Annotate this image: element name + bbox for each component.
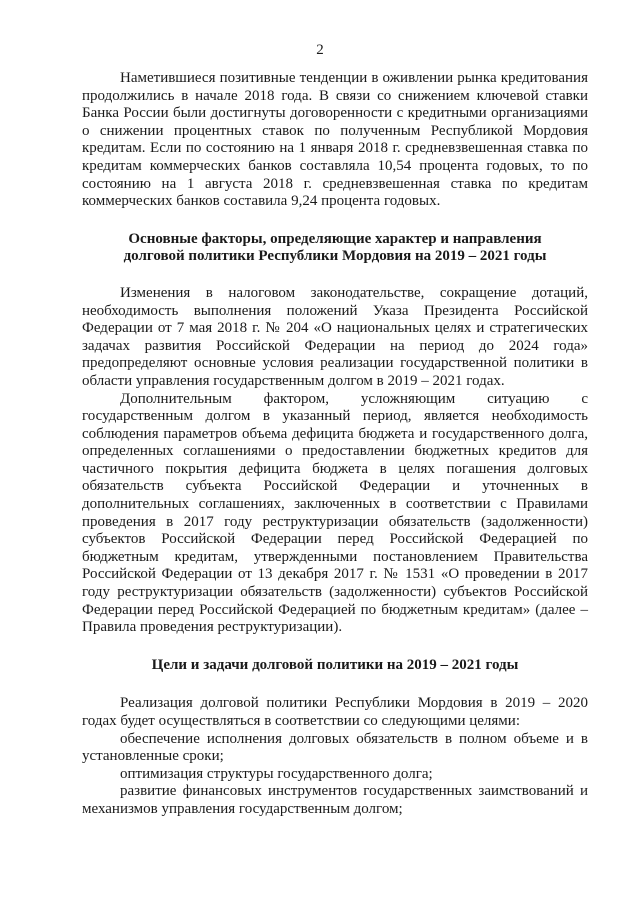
document-body — [82, 70, 588, 819]
section-heading-line-2: долговой политики Республики Мордовия на 2019 – 2021 годы — [123, 248, 547, 265]
paragraph-lending-trends: Наметившиеся позитивные тенденции в оживлении рынка кредитования продолжились в начале 2018 года. В связи со снижением ключевой ставки Банка России были достигнуты договоренности с кредитными организациями о снижении процентных ставок по полученным Республикой Мордовия кредитам. Если по состоянию на 1 января 2018 г. средневзвешенная ставка по кредитам коммерческих банков составляла 10,54 процента годовых, то по состоянию на 1 августа 2018 г. средневзвешенная ставка по кредитам коммерческих банков составила 9,24 процента годовых. — [82, 70, 588, 210]
paragraph-legislation-changes: Изменения в налоговом законодательстве, сокращение дотаций, необходимость выполнения положений Указа Президента Российской Федерации от 7 мая 2018 г. № 204 «О национальных целях и стратегических задачах развития Российской Федерации на период до 2024 года» предопределяют основные условия реализации государственной политики в области управления государственным долгом в 2019 – 2021 годах. — [82, 284, 588, 389]
page-number: 2 — [316, 42, 324, 58]
list-item-goal-2: оптимизация структуры государственного долга; — [120, 765, 433, 782]
list-item-goal-1: обеспечение исполнения долговых обязательств в полном объеме и в установленные сроки; — [82, 730, 588, 765]
paragraph-implementation: Реализация долговой политики Республики Мордовия в 2019 – 2020 годах будет осуществляться в соответствии со следующими целями: — [82, 695, 588, 729]
paragraph-additional-factor: Дополнительным фактором, усложняющим ситуацию с государственным долгом в указанный период, является необходимость соблюдения параметров объема дефицита бюджета и государственного долга, определенных соглашениями о предоставлении бюджетных кредитов для частичного покрытия дефицита бюджета в целях погашения долговых обязательств субъекта Российской Федерации и уточненных в дополнительных соглашениях, заключенных в соответствии с Правилами проведения в 2017 году реструктуризации обязательств (задолженности) субъектов Российской Федерации перед Российской Федерацией по бюджетным кредитам, утвержденными постановлением Правительства Российской Федерации от 13 декабря 2017 г. № 1531 «О проведении в 2017 году реструктуризации обязательств (задолженности) субъектов Российской Федерации перед Российской Федерацией по бюджетным кредитам» (далее – Правила проведения реструктуризации). — [82, 390, 588, 636]
list-item-goal-3: развитие финансовых инструментов государственных заимствований и механизмов управления государственным долгом; — [82, 783, 588, 817]
section-heading-line-1: Основные факторы, определяющие характер и направления — [128, 230, 542, 247]
section-heading-debt-policy-factors — [82, 231, 588, 266]
section-heading-goals-and-tasks: Цели и задачи долговой политики на 2019 – 2021 годы — [151, 656, 519, 673]
